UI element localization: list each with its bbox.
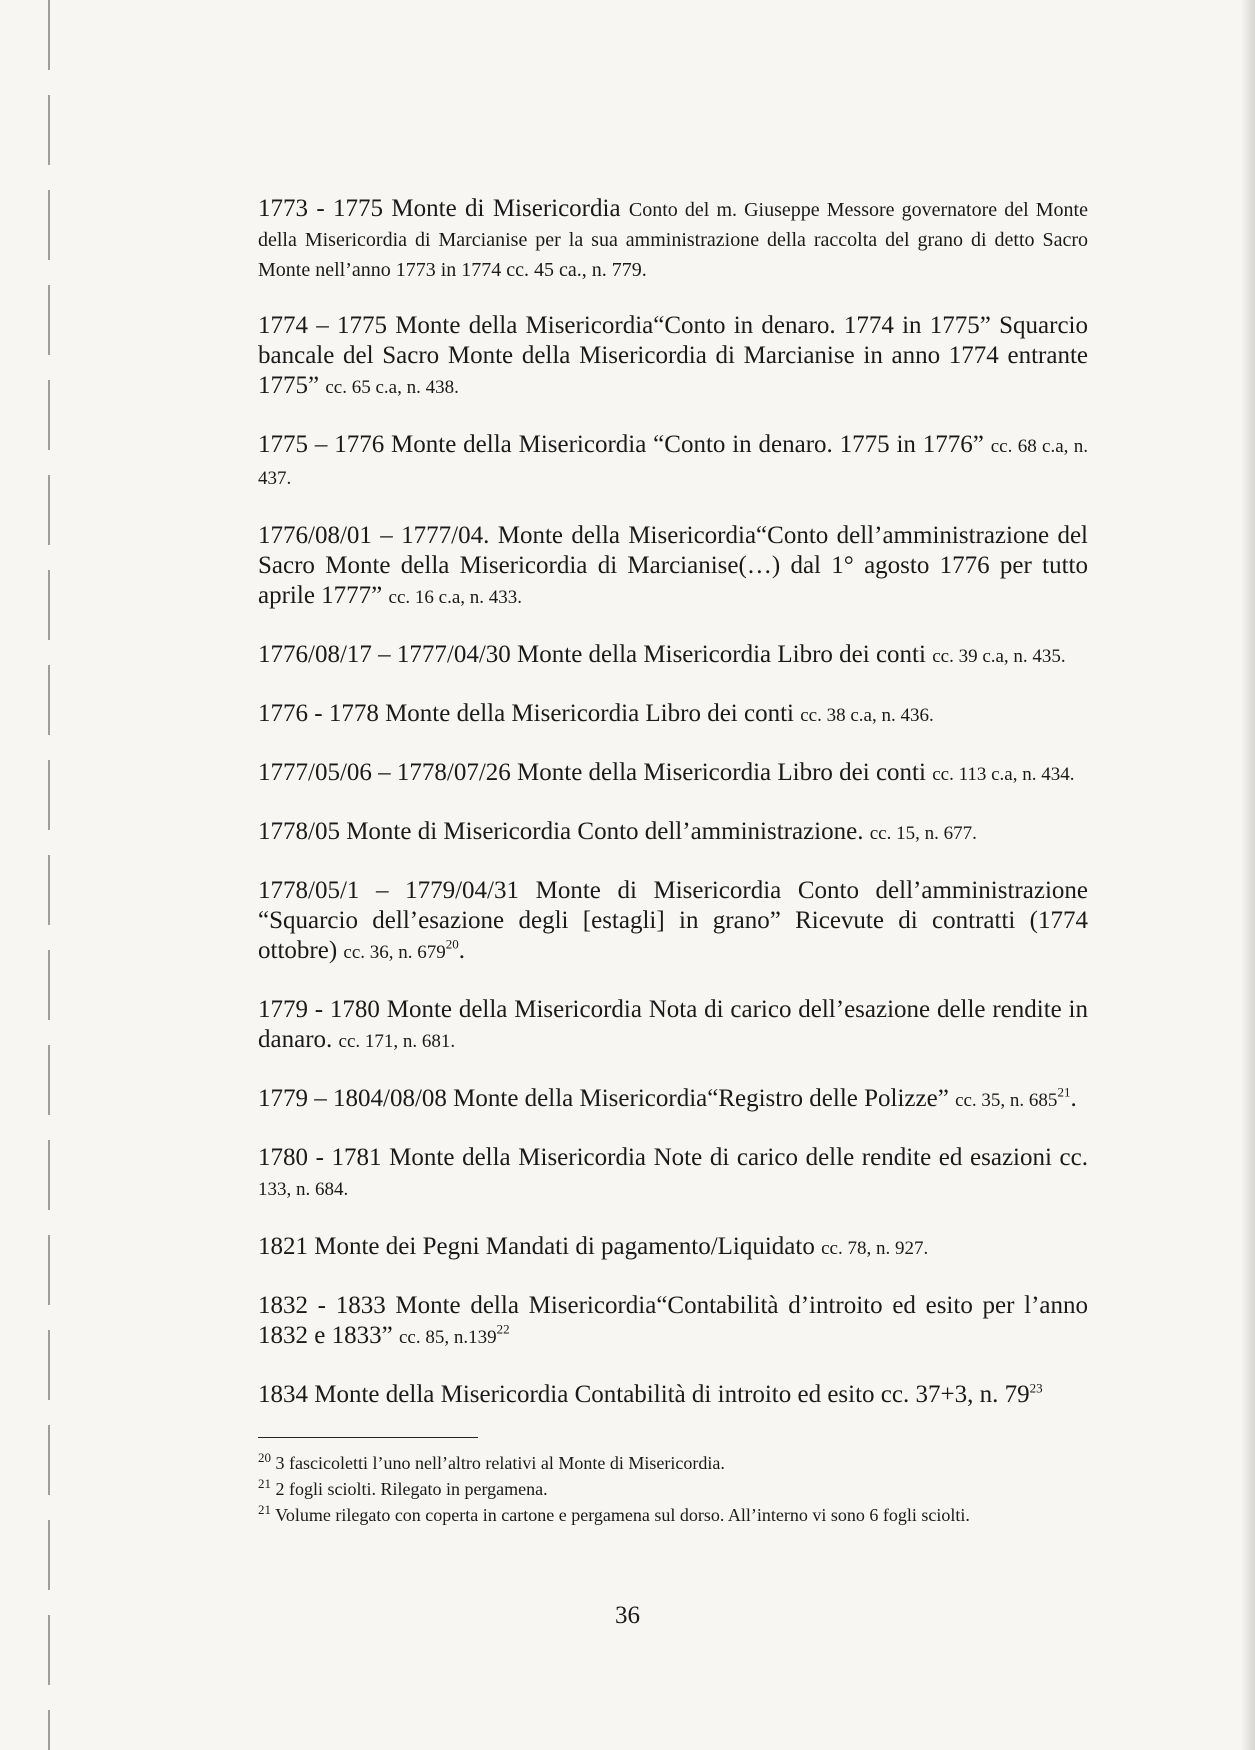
entry-1776-1778: 1776 - 1778 Monte della Misericordia Libro dei conti cc. 38 c.a, n. 436. xyxy=(258,700,934,727)
footnote-ref-21[interactable]: 21 xyxy=(1057,1084,1071,1100)
entry-1779-1804: 1779 – 1804/08/08 Monte della Misericordia“Registro delle Polizze” cc. 35, n. $685^{21}$. xyxy=(258,1084,1077,1112)
entry-1834: 1834 Monte della Misericordia Contabilità di introito ed esito cc. 37+3, n. $79^{23}$ xyxy=(258,1380,1043,1408)
page-number: 36 xyxy=(615,1602,640,1629)
entry-1774: 1774 – 1775 Monte della Misericordia“Conto in denaro. 1774 in 1775” Squarcio bancale del Sacro Monte della Misericordia di Marcianise in anno 1774 entrante 1775” cc. 65 c.a, n. 438. xyxy=(258,312,1088,399)
entry-1780-1781: 1780 - 1781 Monte della Misericordia Note di carico delle rendite ed esazioni cc. 133, n. 684. xyxy=(258,1144,1088,1200)
entry-1777-05-06: 1777/05/06 – 1778/07/26 Monte della Misericordia Libro dei conti cc. 113 c.a, n. 434. xyxy=(258,759,1075,786)
footnote-ref-22[interactable]: 22 xyxy=(496,1321,510,1337)
footnote-21b: $^{21}$ Volume rilegato con coperta in cartone e pergamena sul dorso. All’interno vi sono 6 fogli sciolti. xyxy=(258,1502,970,1525)
entry-1773: 1773 - 1775 Monte di Misericordia Conto del m. Giuseppe Messore governatore del Monte della Misericordia di Marcianise per la sua amministrazione della raccolta del grano di detto Sacro Monte nell’anno 1773 in 1774 cc. 45 ca., n. 779. xyxy=(258,195,1088,281)
binding-edge xyxy=(48,0,50,1750)
entry-1776-08-01: 1776/08/01 – 1777/04. Monte della Misericordia“Conto dell’amministrazione del Sacro Monte della Misericordia di Marcianise(…) dal 1° agosto 1776 per tutto aprile 1777” cc. 16 c.a, n. 433. xyxy=(258,522,1088,609)
footnote-ref-20[interactable]: 20 xyxy=(445,936,459,952)
entry-1776-08-17: 1776/08/17 – 1777/04/30 Monte della Misericordia Libro dei conti cc. 39 c.a, n. 435. xyxy=(258,641,1066,668)
entry-1832-1833: 1832 - 1833 Monte della Misericordia“Contabilità d’introito ed esito per l’anno 1832 e 1833” cc. 85, n.139$^{22}$ xyxy=(258,1292,1088,1349)
entry-1778-05: 1778/05 Monte di Misericordia Conto dell’amministrazione. cc. 15, n. 677. xyxy=(258,818,977,845)
entry-1821: 1821 Monte dei Pegni Mandati di pagamento/Liquidato cc. 78, n. 927. xyxy=(258,1233,929,1260)
footnote-separator xyxy=(258,1437,478,1438)
entry-1778-05-1: 1778/05/1 – 1779/04/31 Monte di Misericordia Conto dell’amministrazione “Squarcio dell’esazione degli [estagli] in grano” Ricevute di contratti (1774 ottobre) cc. 36, n. $679^{20}$. xyxy=(258,877,1088,964)
page-edge-shadow xyxy=(1241,0,1255,1750)
footnote-ref-23[interactable]: 23 xyxy=(1029,1380,1043,1396)
document-body xyxy=(258,194,1088,1528)
footnote-20: $^{20}$ 3 fascicoletti l’uno nell’altro relativi al Monte di Misericordia. xyxy=(258,1450,725,1473)
entry-1775: 1775 – 1776 Monte della Misericordia “Conto in denaro. 1775 in 1776” cc. 68 c.a, n. 437. xyxy=(258,431,1089,489)
entry-1779-1780: 1779 - 1780 Monte della Misericordia Nota di carico dell’esazione delle rendite in danaro. cc. 171, n. 681. xyxy=(258,996,1088,1053)
footnote-21a: $^{21}$ 2 fogli sciolti. Rilegato in pergamena. xyxy=(258,1476,548,1499)
